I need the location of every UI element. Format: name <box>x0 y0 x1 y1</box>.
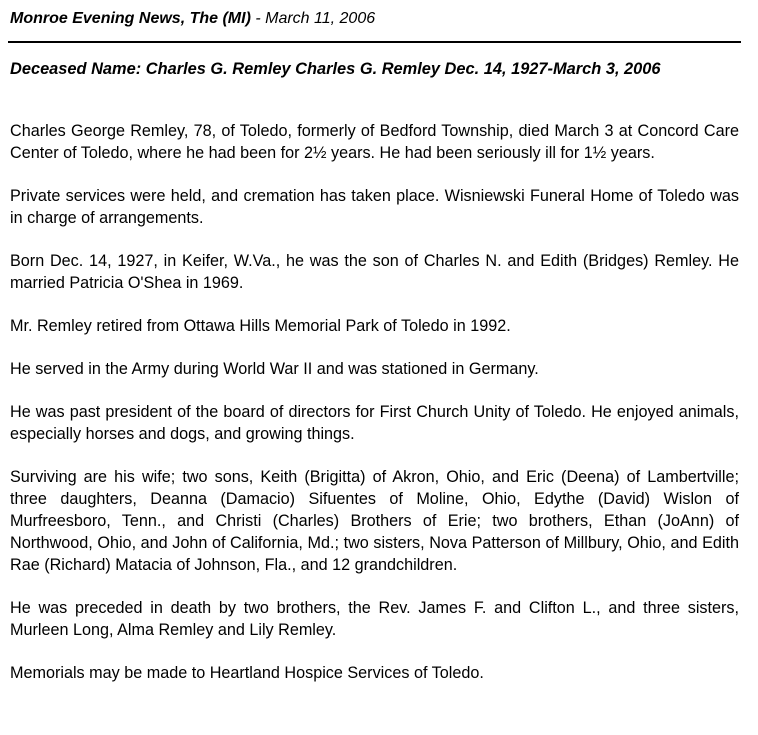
obituary-headline: Deceased Name: Charles G. Remley Charles G. Remley Dec. 14, 1927-March 3, 2006 <box>10 60 661 78</box>
paragraph-retirement: Mr. Remley retired from Ottawa Hills Memorial Park of Toledo in 1992. <box>10 317 511 335</box>
header-divider <box>8 41 741 43</box>
paragraph-survivors: Surviving are his wife; two sons, Keith (Brigitta) of Akron, Ohio, and Eric (Deena) of Lambertville; three daughters, Deanna (Damacio) Sifuentes of Moline, Ohio, Edythe (David) Wislon of Murfreesboro, Tenn., and Christi (Charles) Brothers of Erie; two brothers, Ethan (JoAnn) of Northwood, Ohio, and John of California, Md.; two sisters, Nova Patterson of Millbury, Ohio, and Edith Rae (Richard) Matacia of Johnson, Fla., and 12 grandchildren. <box>10 468 739 574</box>
obituary-body <box>10 120 739 705</box>
paragraph-services: Private services were held, and cremation has taken place. Wisniewski Funeral Home of Toledo was in charge of arrangements. <box>10 187 739 227</box>
paragraph-church: He was past president of the board of directors for First Church Unity of Toledo. He enjoyed animals, especially horses and dogs, and growing things. <box>10 403 739 443</box>
paragraph-death-notice: Charles George Remley, 78, of Toledo, formerly of Bedford Township, died March 3 at Concord Care Center of Toledo, where he had been for 2½ years. He had been seriously ill for 1½ years. <box>10 122 739 162</box>
publication-name: Monroe Evening News, The (MI) <box>10 10 251 27</box>
header-separator: - <box>250 10 266 27</box>
paragraph-military: He served in the Army during World War II and was stationed in Germany. <box>10 360 539 378</box>
publication-date: March 11, 2006 <box>265 10 376 27</box>
paragraph-birth: Born Dec. 14, 1927, in Keifer, W.Va., he was the son of Charles N. and Edith (Bridges) Remley. He married Patricia O'Shea in 1969. <box>10 252 739 292</box>
paragraph-memorials: Memorials may be made to Heartland Hospice Services of Toledo. <box>10 664 484 682</box>
publication-header <box>10 8 375 30</box>
paragraph-preceded: He was preceded in death by two brothers, the Rev. James F. and Clifton L., and three sisters, Murleen Long, Alma Remley and Lily Remley. <box>10 599 739 639</box>
